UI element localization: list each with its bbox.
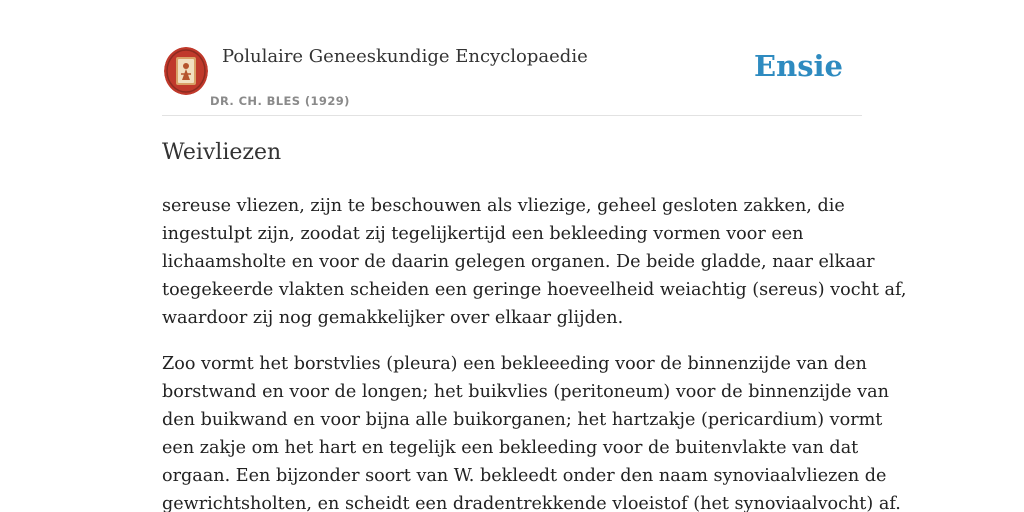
header [162,40,862,116]
text-line: ingestulpt zijn, zoodat zij tegelijkertijd een bekleeding vormen voor een [162,224,804,244]
text-line: sereuse vliezen, zijn te beschouwen als vliezige, geheel gesloten zakken, die [162,196,845,216]
article-title: Weivliezen [162,140,282,165]
text-line: orgaan. Een bijzonder soort van W. bekleedt onder den naam synoviaalvliezen de [162,466,887,486]
book-cover-logo-icon[interactable] [164,47,208,95]
text-line: Zoo vormt het borstvlies (pleura) een bekleeeding voor de binnenzijde van den [162,354,867,374]
article-body [162,192,907,512]
text-line: waardoor zij nog gemakkelijker over elkaar glijden. [162,308,624,328]
text-line: lichaamsholte en voor de daarin gelegen organen. De beide gladde, naar elkaar [162,252,875,272]
ensie-brand-link[interactable]: Ensie [754,49,843,83]
text-line: borstwand en voor de longen; het buikvlies (peritoneum) voor de binnenzijde van [162,382,889,402]
text-line: een zakje om het hart en tegelijk een bekleeding voor de buitenvlakte van dat [162,438,859,458]
book-author: DR. CH. BLES (1929) [210,94,350,108]
article-paragraph-2 [162,350,901,512]
text-line: den buikwand en voor bijna alle buikorganen; het hartzakje (pericardium) vormt [162,410,883,430]
text-line: toegekeerde vlakten scheiden een geringe hoeveelheid weiachtig (sereus) vocht af, [162,280,907,300]
text-line: gewrichtsholten, en scheidt een dradentrekkende vloeistof (het synoviaalvocht) af. [162,494,901,512]
book-title[interactable]: Polulaire Geneeskundige Encyclopaedie [222,46,588,67]
article-paragraph-1 [162,192,907,332]
